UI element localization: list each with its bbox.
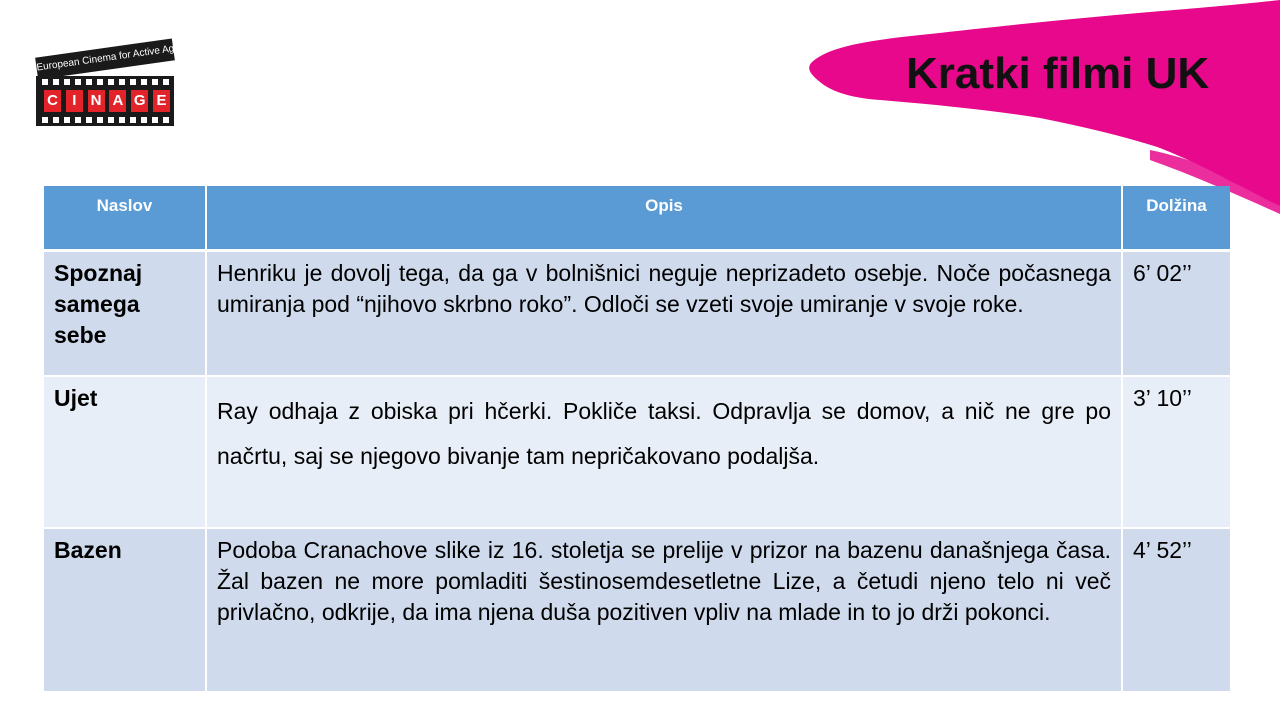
logo-letter: I bbox=[66, 90, 83, 112]
logo-letter: A bbox=[109, 90, 126, 112]
slide-title: Kratki filmi UK bbox=[906, 49, 1210, 98]
table-row bbox=[44, 250, 1230, 376]
table-header-row bbox=[44, 186, 1230, 250]
logo-letter: G bbox=[131, 90, 148, 112]
film-length: 4’ 52’’ bbox=[1122, 528, 1230, 692]
film-description: Henriku je dovolj tega, da ga v bolnišnici neguje neprizadeto osebje. Noče počasnega umiranja pod “njihovo skrbno roko”. Odloči se vzeti svoje umiranje v svoje roke. bbox=[206, 250, 1122, 376]
cinage-logo bbox=[34, 40, 194, 128]
film-title: Bazen bbox=[44, 528, 206, 692]
logo-letter: E bbox=[153, 90, 170, 112]
film-perforations-top bbox=[42, 79, 172, 85]
logo-banner: European Cinema for Active Ageing bbox=[35, 39, 175, 80]
logo-letter: N bbox=[88, 90, 105, 112]
header-title: Naslov bbox=[44, 186, 206, 250]
film-description: Ray odhaja z obiska pri hčerki. Pokliče taksi. Odpravlja se domov, a nič ne gre po načrtu, saj se njegovo bivanje tam nepričakovano podaljša. bbox=[206, 376, 1122, 528]
header-description: Opis bbox=[206, 186, 1122, 250]
film-perforations-bottom bbox=[42, 117, 172, 123]
logo-letter: C bbox=[44, 90, 61, 112]
table-row bbox=[44, 528, 1230, 692]
film-title: Ujet bbox=[44, 376, 206, 528]
films-table bbox=[44, 186, 1230, 693]
film-length: 3’ 10’’ bbox=[1122, 376, 1230, 528]
logo-letters bbox=[44, 90, 170, 112]
film-description: Podoba Cranachove slike iz 16. stoletja se prelije v prizor na bazenu današnjega časa. Žal bazen ne more pomladiti šestinosemdesetletne Lize, a četudi njeno telo ni več privlačno, odkrije, da ima njena duša pozitiven vpliv na mlade in to jo drži pokonci. bbox=[206, 528, 1122, 692]
film-title: Spoznaj samega sebe bbox=[44, 250, 206, 376]
logo-film-strip bbox=[36, 76, 174, 126]
film-length: 6’ 02’’ bbox=[1122, 250, 1230, 376]
header-length: Dolžina bbox=[1122, 186, 1230, 250]
table-row bbox=[44, 376, 1230, 528]
